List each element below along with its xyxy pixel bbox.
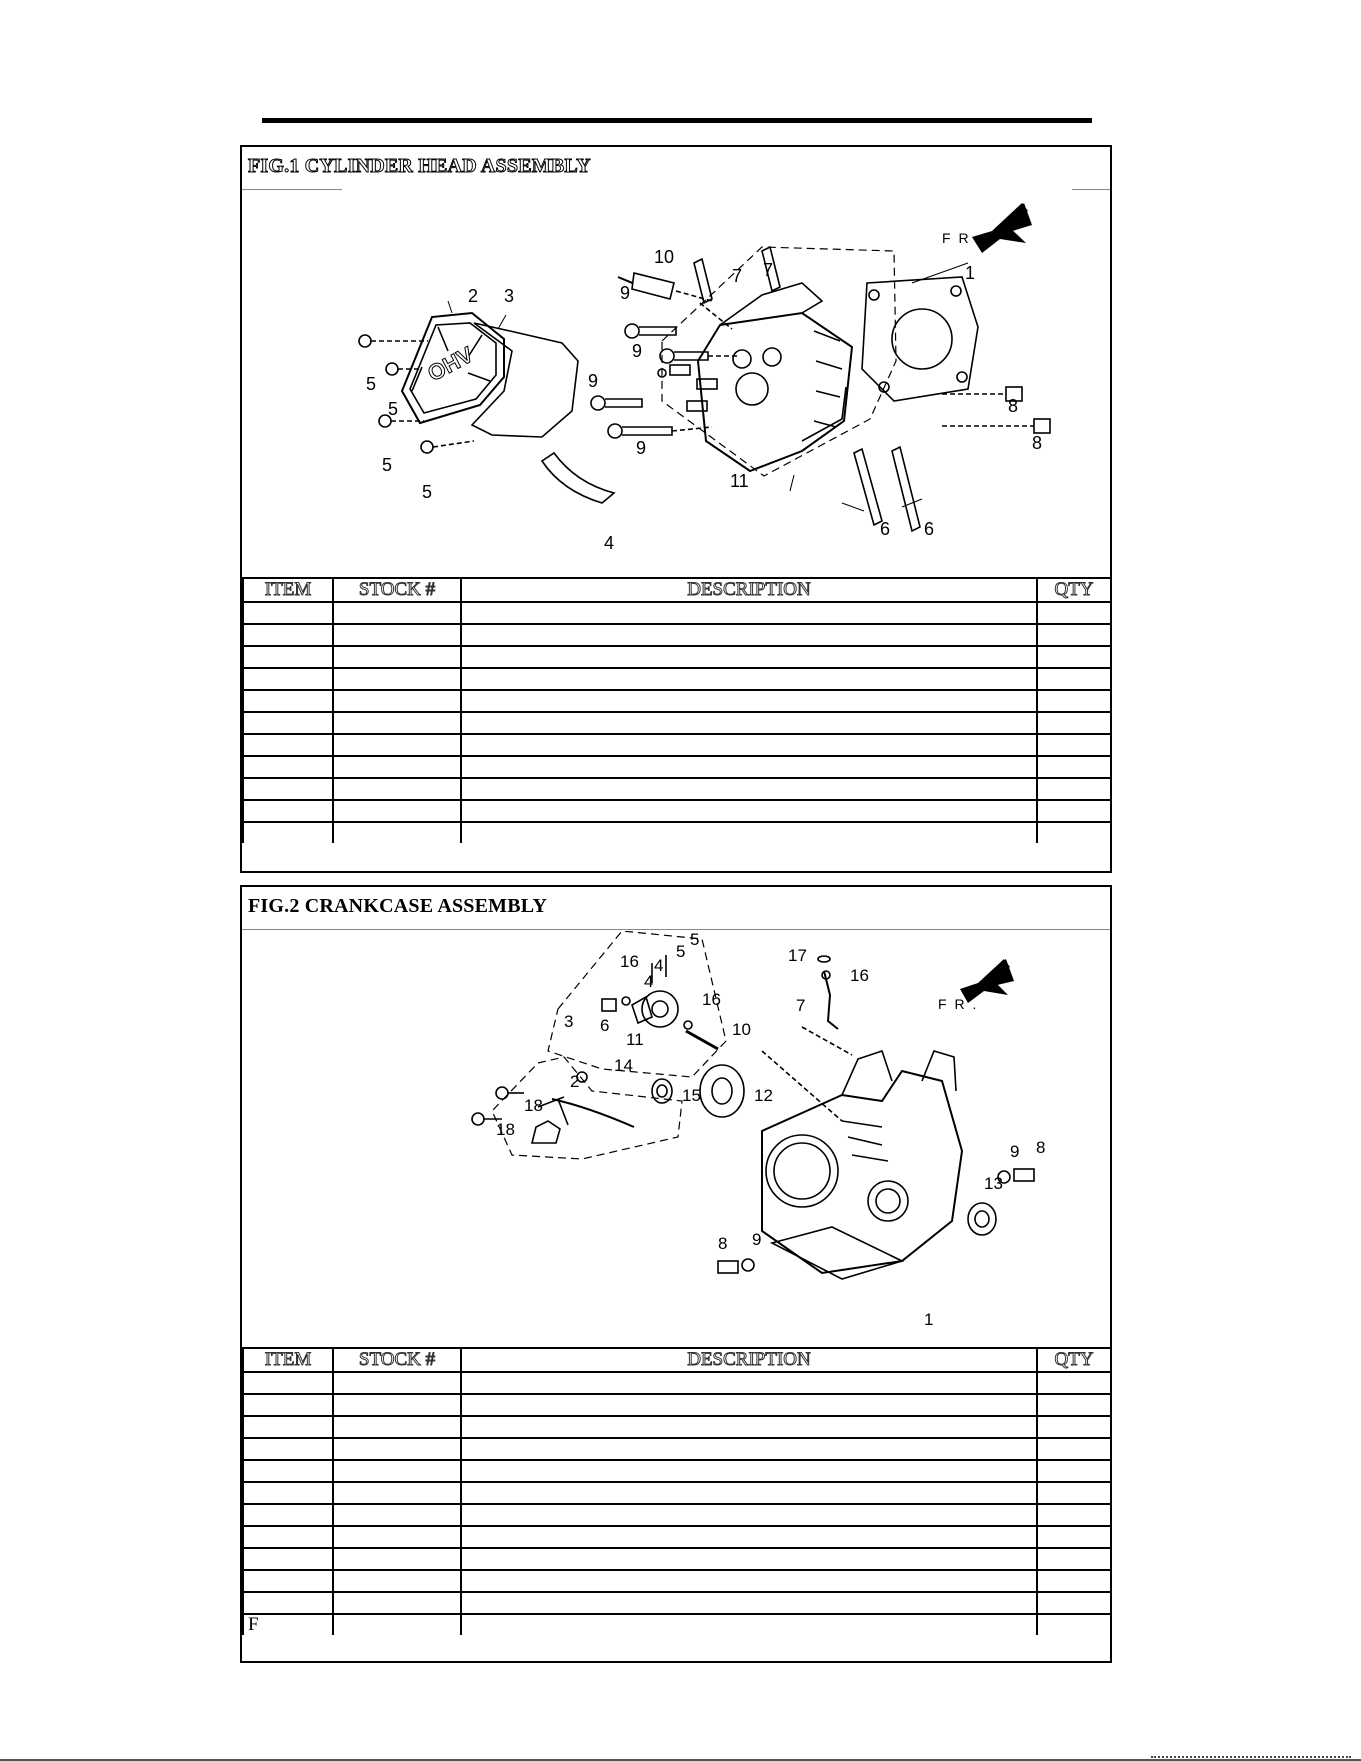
fig2-cell-description: [461, 1526, 1037, 1548]
fig2-cell-item: [243, 1570, 333, 1592]
table-row: [243, 1548, 1111, 1570]
fig2-cell-stock: [333, 1438, 461, 1460]
fig1-callout-6a: 6: [880, 519, 891, 539]
fig1-cell-description: [461, 822, 1037, 843]
fig1-cell-description: [461, 690, 1037, 712]
fig2-title: FIG.2 CRANKCASE ASSEMBLY: [248, 895, 548, 917]
fig2-cell-qty: [1037, 1482, 1111, 1504]
fig1-callout-4: 4: [604, 533, 615, 553]
fig2-callout-6: 6: [600, 1016, 610, 1035]
table-row: [243, 1592, 1111, 1614]
fig2-cell-qty: [1037, 1460, 1111, 1482]
fig2-cell-item: [243, 1482, 333, 1504]
table-row: [243, 712, 1111, 734]
fig1-cell-qty: [1037, 800, 1111, 822]
table-row: [243, 1526, 1111, 1548]
fig2-crankcase: [762, 1051, 962, 1279]
fig1-callout-2: 2: [468, 286, 479, 306]
fig1-callout-3: 3: [504, 286, 515, 306]
fig1-cell-description: [461, 646, 1037, 668]
fig2-cell-description: [461, 1592, 1037, 1614]
fig1-cell-stock: [333, 690, 461, 712]
table-row: [243, 822, 1111, 843]
fig2-cell-stock: [333, 1570, 461, 1592]
fig1-ohv-logo: OHV: [423, 341, 478, 387]
fig2-cell-qty: [1037, 1438, 1111, 1460]
fig1-header-item: ITEM: [243, 578, 333, 602]
fig2-header-item: ITEM: [243, 1348, 333, 1372]
fig1-cell-stock: [333, 734, 461, 756]
fig1-cell-item: [243, 646, 333, 668]
fig2-cell-stock: [333, 1394, 461, 1416]
fig1-callout-7b: 7: [763, 260, 774, 280]
fig1-cell-stock: [333, 624, 461, 646]
fig1-cell-qty: [1037, 734, 1111, 756]
fig2-callout-4b: 4: [644, 972, 654, 991]
fig2-cell-stock: [333, 1482, 461, 1504]
fig2-title-rule: [242, 929, 1110, 930]
fig2-cell-description: [461, 1372, 1037, 1394]
fig1-cell-stock: [333, 712, 461, 734]
fig1-header-description: DESCRIPTION: [461, 578, 1037, 602]
fig2-exploded-diagram: [242, 931, 1110, 1361]
fig1-cell-description: [461, 668, 1037, 690]
table-row: [243, 1416, 1111, 1438]
fig1-cell-item: [243, 778, 333, 800]
fig1-fr-label: F R .: [942, 230, 983, 246]
fig2-cell-description: [461, 1460, 1037, 1482]
fig2-callout-4a: 4: [654, 956, 664, 975]
table-row: [243, 1460, 1111, 1482]
fig2-cell-qty: [1037, 1394, 1111, 1416]
fig1-title-rule-right: [1072, 189, 1110, 190]
table-row: [243, 690, 1111, 712]
fig2-cell-item: [243, 1526, 333, 1548]
fig1-callout-5a: 5: [366, 374, 377, 394]
fig1-callout-9c: 9: [588, 371, 599, 391]
fig2-cell-description: [461, 1548, 1037, 1570]
fig1-cell-description: [461, 624, 1037, 646]
fig2-cell-item: [243, 1548, 333, 1570]
fig2-callout-10: 10: [732, 1020, 751, 1039]
table-row: [243, 668, 1111, 690]
fig1-callout-8a: 8: [1008, 396, 1019, 416]
fig2-callout-14: 14: [614, 1056, 633, 1075]
fig2-callout-17: 17: [788, 946, 807, 965]
fig1-cell-item: [243, 800, 333, 822]
fig2-cell-item: [243, 1416, 333, 1438]
fig2-cell-stock: [333, 1548, 461, 1570]
fig2-cell-item: [243, 1504, 333, 1526]
fig1-callout-5d: 5: [422, 482, 433, 502]
fig2-cell-description: [461, 1416, 1037, 1438]
fig2-cell-stock: [333, 1416, 461, 1438]
fig1-section: [240, 145, 1112, 873]
fig2-cell-description: [461, 1394, 1037, 1416]
fig2-fr-label: F R .: [938, 996, 979, 1012]
fig2-callout-15: 15: [682, 1086, 701, 1105]
fig2-callout-16c: 16: [850, 966, 869, 985]
fig1-callout-7a: 7: [732, 266, 743, 286]
fig1-cell-item: [243, 712, 333, 734]
fig2-cell-qty: [1037, 1372, 1111, 1394]
fig1-callout-1: 1: [965, 263, 976, 283]
fig2-section: [240, 885, 1112, 1663]
fig1-header-qty: QTY: [1037, 578, 1111, 602]
fig2-cell-qty: [1037, 1614, 1111, 1635]
fig2-cell-qty: [1037, 1570, 1111, 1592]
fig2-callout-8a: 8: [1036, 1138, 1046, 1157]
fig1-parts-table: [242, 577, 1112, 843]
fig1-cell-stock: [333, 602, 461, 624]
fig2-callout-16a: 16: [620, 952, 639, 971]
fig1-title-rule-left: [242, 189, 342, 190]
fig1-callout-9a: 9: [620, 283, 631, 303]
fig2-cell-item: [243, 1372, 333, 1394]
fig2-cell-qty: [1037, 1592, 1111, 1614]
table-row: [243, 1570, 1111, 1592]
fig1-head-gasket: [862, 277, 978, 401]
fig1-callout-5c: 5: [382, 455, 393, 475]
top-rule: [262, 118, 1092, 123]
table-row: [243, 602, 1111, 624]
table-row: [243, 1394, 1111, 1416]
table-row: [243, 1438, 1111, 1460]
fig1-cell-stock: [333, 778, 461, 800]
fig1-cell-stock: [333, 646, 461, 668]
fig2-callout-12: 12: [754, 1086, 773, 1105]
fig2-callout-3: 3: [564, 1012, 574, 1031]
fig1-cell-item: [243, 668, 333, 690]
fig2-cell-description: [461, 1438, 1037, 1460]
fig1-cell-item: [243, 734, 333, 756]
fig2-cell-item: [243, 1394, 333, 1416]
table-row: [243, 1614, 1111, 1635]
fig1-cell-description: [461, 734, 1037, 756]
fig2-cell-qty: [1037, 1416, 1111, 1438]
fig1-callout-9d: 9: [636, 438, 647, 458]
fig2-cell-description: [461, 1482, 1037, 1504]
fig2-callout-1: 1: [924, 1310, 934, 1329]
fig2-table-header: [243, 1348, 1111, 1372]
fig2-header-qty: QTY: [1037, 1348, 1111, 1372]
fig2-cell-item: [243, 1592, 333, 1614]
fig1-cell-qty: [1037, 756, 1111, 778]
fig1-cell-qty: [1037, 690, 1111, 712]
fig2-callout-9a: 9: [1010, 1142, 1020, 1161]
fig2-callout-8b: 8: [718, 1234, 728, 1253]
fig2-oil-seal: [968, 1203, 996, 1235]
fig2-cell-stock: [333, 1614, 461, 1635]
fig2-header-description: DESCRIPTION: [461, 1348, 1037, 1372]
fig1-table-header: [243, 578, 1111, 602]
fig1-cell-description: [461, 778, 1037, 800]
fig1-callout-8b: 8: [1032, 433, 1043, 453]
fig1-callout-11: 11: [730, 471, 749, 491]
fig1-dowels-8: [942, 387, 1050, 433]
fig1-cylinder-head: [698, 283, 852, 471]
fig2-callout-7: 7: [796, 996, 806, 1015]
fig2-callout-9b: 9: [752, 1230, 762, 1249]
table-row: [243, 1482, 1111, 1504]
footer-dots: [1151, 1753, 1351, 1758]
fig2-bearing: [700, 1065, 744, 1117]
fig2-cell-stock: [333, 1504, 461, 1526]
fig1-breather-tube: [542, 453, 614, 503]
table-row: [243, 800, 1111, 822]
fig2-governor-arm: [802, 956, 852, 1055]
fig2-cell-description: [461, 1504, 1037, 1526]
fig1-callout-10: 10: [654, 247, 675, 267]
table-row: [243, 734, 1111, 756]
fig2-callout-11: 11: [626, 1030, 644, 1049]
fig2-callout-18b: 18: [496, 1120, 515, 1139]
fig1-cell-stock: [333, 668, 461, 690]
fig1-cell-qty: [1037, 668, 1111, 690]
fig2-callout-16b: 16: [702, 990, 721, 1009]
fig2-cell-qty: [1037, 1526, 1111, 1548]
fig2-callout-13: 13: [984, 1174, 1003, 1193]
fig2-cell-qty: [1037, 1504, 1111, 1526]
fig1-callout-9b: 9: [632, 341, 643, 361]
table-row: [243, 778, 1111, 800]
fig1-cell-item: [243, 756, 333, 778]
table-row: [243, 756, 1111, 778]
fig2-cell-description: [461, 1570, 1037, 1592]
fig1-cell-stock: [333, 800, 461, 822]
fig1-cell-qty: [1037, 778, 1111, 800]
fig2-callout-5b: 5: [690, 931, 700, 949]
fig1-cell-qty: [1037, 646, 1111, 668]
fig1-header-stock: STOCK #: [333, 578, 461, 602]
fig1-cell-stock: [333, 822, 461, 843]
fig1-cell-description: [461, 602, 1037, 624]
fig1-callout-5b: 5: [388, 399, 399, 419]
fig1-cell-qty: [1037, 602, 1111, 624]
fig2-cell-stock: [333, 1526, 461, 1548]
fig1-title: FIG.1 CYLINDER HEAD ASSEMBLY: [248, 155, 591, 177]
table-row: [243, 624, 1111, 646]
fig2-oil-sensor: [532, 1072, 634, 1143]
fig1-cell-qty: [1037, 712, 1111, 734]
fig2-cell-stock: [333, 1460, 461, 1482]
fig2-cell-item: F: [243, 1614, 333, 1635]
fig2-cell-item: [243, 1438, 333, 1460]
fig1-cell-description: [461, 712, 1037, 734]
fig2-callout-18a: 18: [524, 1096, 543, 1115]
fig1-cell-qty: [1037, 822, 1111, 843]
table-row: [243, 1504, 1111, 1526]
table-row: [243, 646, 1111, 668]
table-row: [243, 1372, 1111, 1394]
fig2-cell-description: [461, 1614, 1037, 1635]
fig2-cell-stock: [333, 1592, 461, 1614]
fig1-cell-qty: [1037, 624, 1111, 646]
fig2-cell-stock: [333, 1372, 461, 1394]
fig2-cell-item: [243, 1460, 333, 1482]
fig1-cell-description: [461, 756, 1037, 778]
fig1-cell-item: [243, 624, 333, 646]
fig1-cell-stock: [333, 756, 461, 778]
fig2-parts-table: [242, 1347, 1112, 1635]
fig2-callout-5a: 5: [676, 942, 686, 961]
fig1-cell-item: [243, 822, 333, 843]
fig1-cell-item: [243, 690, 333, 712]
fig2-cell-qty: [1037, 1548, 1111, 1570]
fig2-header-stock: STOCK #: [333, 1348, 461, 1372]
fig2-callout-2: 2: [570, 1072, 580, 1091]
fig1-callout-6b: 6: [924, 519, 935, 539]
fig1-cell-description: [461, 800, 1037, 822]
fig1-cell-item: [243, 602, 333, 624]
